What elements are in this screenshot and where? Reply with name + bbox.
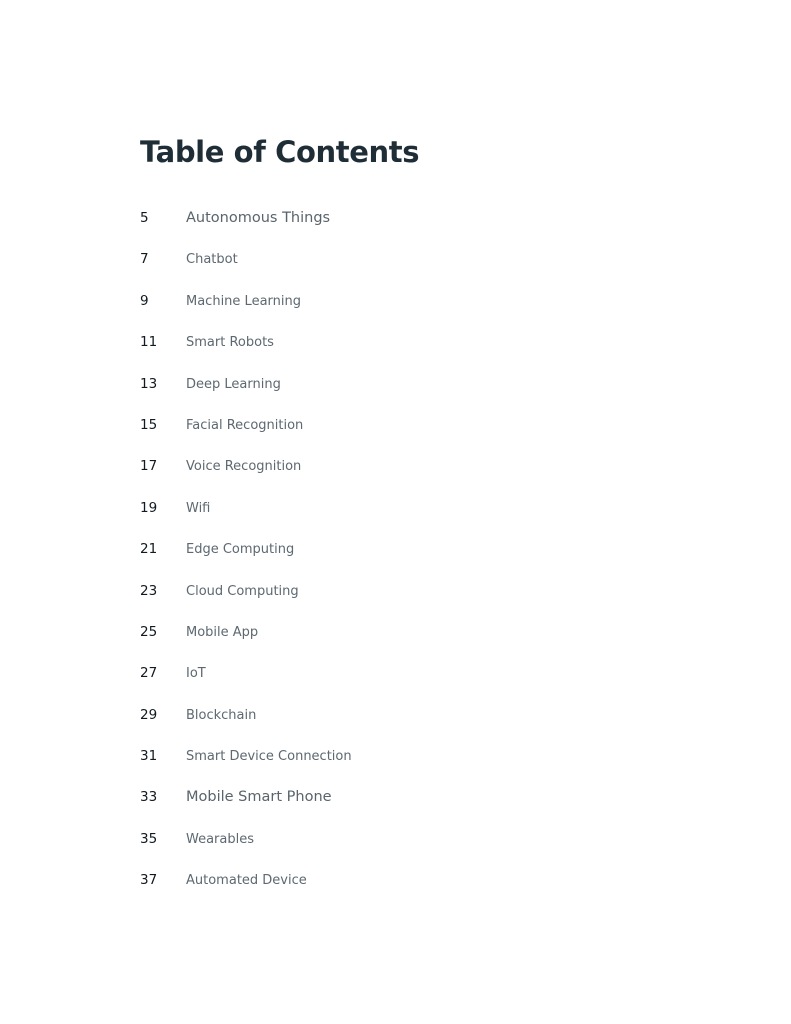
toc-page-number: 29 (140, 706, 158, 723)
toc-page-number: 9 (140, 292, 149, 309)
toc-entry-label: Mobile Smart Phone (186, 789, 332, 806)
toc-entry[interactable] (140, 829, 352, 870)
toc-entry-label: Automated Device (186, 873, 307, 889)
toc-entry-label: Edge Computing (186, 542, 295, 558)
toc-entry-label: Wifi (186, 500, 211, 516)
toc-entry-label: Mobile App (186, 624, 259, 640)
toc-entry[interactable] (140, 208, 352, 249)
toc-entry[interactable] (140, 415, 352, 456)
toc-page-number: 31 (140, 748, 158, 765)
table-of-contents (140, 208, 352, 912)
toc-page-number: 21 (140, 541, 158, 558)
toc-entry-label: Deep Learning (186, 376, 281, 392)
toc-entry-label: Chatbot (186, 252, 238, 268)
toc-page-number: 15 (140, 416, 158, 433)
toc-entry-label: Autonomous Things (186, 210, 331, 226)
toc-page-number: 37 (140, 872, 158, 889)
toc-entry-label: Smart Robots (186, 335, 274, 351)
toc-entry[interactable] (140, 332, 352, 373)
toc-page-number: 35 (140, 830, 158, 847)
toc-page-number: 13 (140, 375, 158, 392)
toc-entry[interactable] (140, 870, 352, 911)
toc-entry-label: Smart Device Connection (186, 749, 352, 765)
toc-entry[interactable] (140, 291, 352, 332)
toc-page-number: 23 (140, 582, 158, 599)
toc-page-number: 17 (140, 458, 158, 475)
toc-entry[interactable] (140, 498, 352, 539)
toc-entry-label: Wearables (186, 831, 255, 847)
toc-entry[interactable] (140, 456, 352, 497)
toc-entry-label: Voice Recognition (186, 459, 302, 475)
toc-entry[interactable] (140, 787, 352, 828)
toc-page-number: 33 (140, 789, 158, 806)
toc-entry[interactable] (140, 581, 352, 622)
toc-entry-label: Machine Learning (186, 293, 301, 309)
toc-entry-label: IoT (186, 666, 206, 682)
toc-page-number: 27 (140, 665, 158, 682)
toc-page-number: 25 (140, 623, 158, 640)
toc-entry[interactable] (140, 374, 352, 415)
toc-entry[interactable] (140, 249, 352, 290)
toc-page-number: 11 (140, 334, 158, 351)
toc-entry-label: Facial Recognition (186, 417, 304, 433)
page-title: Table of Contents (140, 135, 420, 169)
toc-entry-label: Blockchain (186, 707, 257, 723)
toc-entry[interactable] (140, 622, 352, 663)
toc-page-number: 5 (140, 210, 149, 226)
toc-entry[interactable] (140, 539, 352, 580)
toc-entry-label: Cloud Computing (186, 583, 299, 599)
toc-entry[interactable] (140, 705, 352, 746)
toc-entry[interactable] (140, 746, 352, 787)
toc-entry[interactable] (140, 663, 352, 704)
toc-page-number: 19 (140, 499, 158, 516)
toc-page-number: 7 (140, 251, 149, 268)
